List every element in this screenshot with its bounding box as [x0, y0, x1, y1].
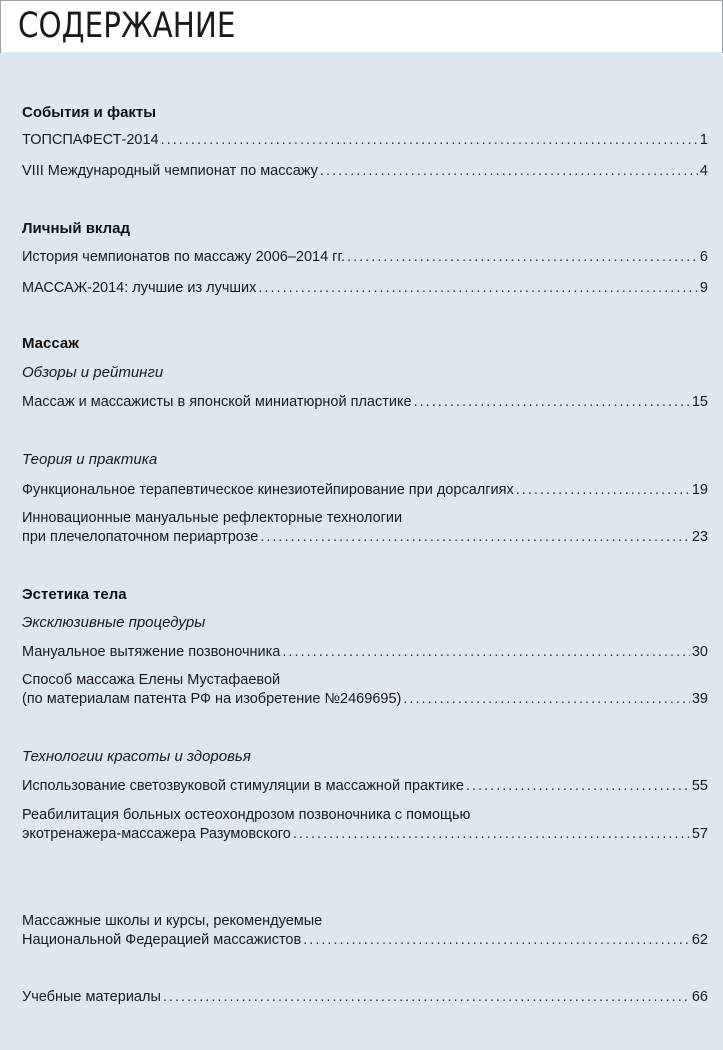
page-number: 9 — [699, 280, 708, 296]
dot-leader — [282, 643, 689, 662]
toc-entry-text: Функциональное терапевтическое кинезиотейпирование при дорсалгиях — [22, 482, 514, 498]
toc-entry-text: (по материалам патента РФ на изобретение №2469695) — [22, 691, 402, 707]
toc-entry[interactable] — [22, 162, 708, 181]
page-number: 62 — [691, 932, 708, 948]
toc-entry-text: ТОПСПАФЕСТ-2014 — [22, 132, 159, 148]
dot-leader — [258, 279, 698, 298]
dot-leader — [161, 131, 698, 150]
dot-leader — [293, 825, 690, 844]
toc-entry-text: VIII Международный чемпионат по массажу — [22, 163, 318, 179]
page-number: 55 — [691, 778, 708, 794]
subsection-title-exclusive: Эксклюзивные процедуры — [22, 614, 206, 631]
section-title-personal: Личный вклад — [22, 220, 131, 237]
dot-leader — [403, 690, 690, 709]
section-title-events: События и факты — [22, 104, 157, 121]
page-title: СОДЕРЖАНИЕ — [18, 6, 236, 46]
toc-entry[interactable] — [22, 671, 708, 709]
toc-entry[interactable] — [22, 131, 708, 150]
dot-leader — [260, 528, 690, 547]
dot-leader — [466, 777, 690, 796]
page-number: 30 — [691, 644, 708, 660]
page-number: 4 — [699, 163, 708, 179]
toc-entry-text: экотренажера-массажера Разумовского — [22, 826, 291, 842]
dot-leader — [320, 162, 698, 181]
toc-entry[interactable] — [22, 777, 708, 796]
page-number: 15 — [691, 394, 708, 410]
page-number: 1 — [699, 132, 708, 148]
toc-entry-text: Национальной Федерацией массажистов — [22, 932, 302, 948]
page-number: 39 — [691, 691, 708, 707]
toc-entry-text-line1: Инновационные мануальные рефлекторные технологии — [22, 510, 403, 526]
dot-leader — [414, 393, 690, 412]
page-number: 57 — [691, 826, 708, 842]
page-number: 6 — [699, 249, 708, 265]
toc-entry[interactable] — [22, 806, 708, 844]
toc-entry[interactable] — [22, 481, 708, 500]
subsection-title-reviews: Обзоры и рейтинги — [22, 364, 164, 381]
toc-entry[interactable] — [22, 248, 708, 267]
toc-entry-text: при плечелопаточном периартрозе — [22, 529, 259, 545]
toc-entry-text-line1: Способ массажа Елены Мустафаевой — [22, 672, 281, 688]
page-number: 66 — [691, 989, 708, 1005]
toc-entry-text-line1: Реабилитация больных остеохондрозом позвоночника с помощью — [22, 807, 471, 823]
subsection-title-beauty-tech: Технологии красоты и здоровья — [22, 748, 251, 765]
dot-leader — [303, 931, 690, 950]
page-number: 19 — [691, 482, 708, 498]
toc-entry-text: История чемпионатов по массажу 2006–2014 гг. — [22, 249, 346, 265]
section-title-body-aesthetics: Эстетика тела — [22, 586, 127, 603]
toc-entry[interactable] — [22, 279, 708, 298]
toc-entry-text: Массаж и массажисты в японской миниатюрной пластике — [22, 394, 412, 410]
page-number: 23 — [691, 529, 708, 545]
toc-entry[interactable] — [22, 912, 708, 950]
toc-entry-text-line1: Массажные школы и курсы, рекомендуемые — [22, 913, 323, 929]
dot-leader — [347, 248, 698, 267]
toc-entry[interactable] — [22, 393, 708, 412]
dot-leader — [163, 988, 690, 1007]
dot-leader — [516, 481, 690, 500]
toc-entry[interactable] — [22, 988, 708, 1007]
section-title-massage: Массаж — [22, 335, 79, 352]
toc-entry[interactable] — [22, 643, 708, 662]
toc-entry-text: МАССАЖ-2014: лучшие из лучших — [22, 280, 257, 296]
toc-entry-text: Учебные материалы — [22, 989, 161, 1005]
toc-entry-text: Использование светозвуковой стимуляции в массажной практике — [22, 778, 464, 794]
subsection-title-theory: Теория и практика — [22, 451, 158, 468]
toc-entry[interactable] — [22, 509, 708, 547]
toc-entry-text: Мануальное вытяжение позвоночника — [22, 644, 281, 660]
